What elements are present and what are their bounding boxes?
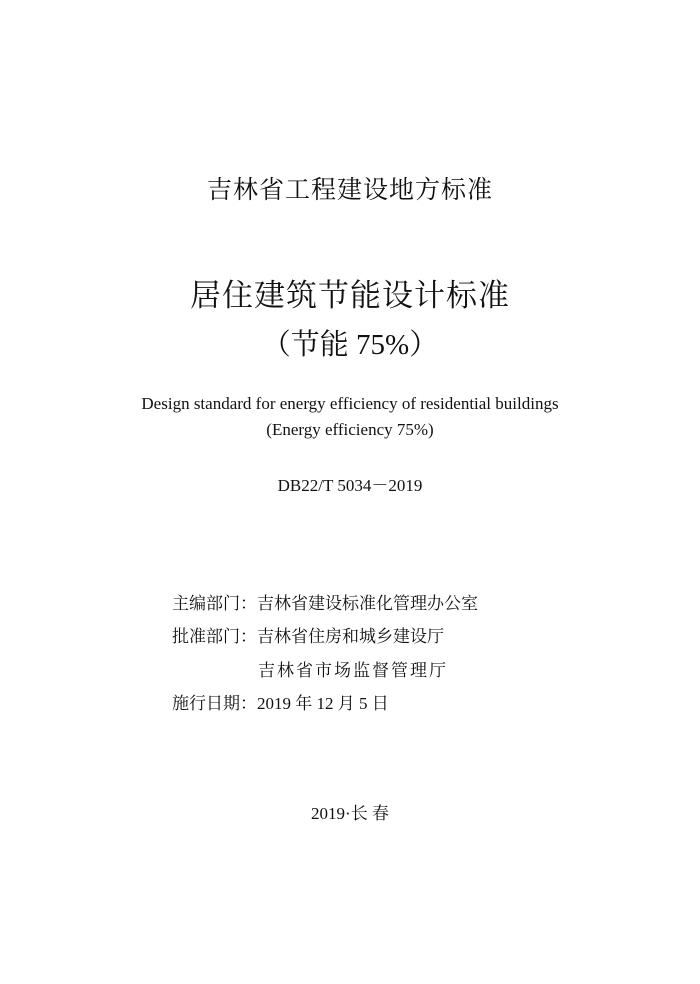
editor-label: 主编部门： — [172, 594, 257, 613]
approver-value-2: 吉林省市场监督管理厅 — [258, 661, 448, 680]
approver-department-2 — [258, 656, 448, 681]
series-title: 吉林省工程建设地方标准 — [206, 175, 493, 204]
publication-footer: 2019·长 春 — [311, 804, 389, 823]
effective-value: 2019 年 12 月 5 日 — [257, 694, 389, 713]
document-title: 居住建筑节能设计标准 — [190, 278, 510, 314]
standard-code: DB22/T 5034－2019 — [277, 476, 423, 495]
approver-department — [172, 622, 444, 647]
subtitle-close-paren: ） — [409, 327, 439, 361]
document-subtitle — [0, 322, 700, 363]
approver-value-1: 吉林省住房和城乡建设厅 — [257, 627, 444, 646]
editor-value: 吉林省建设标准化管理办公室 — [257, 594, 478, 613]
effective-label: 施行日期： — [172, 694, 257, 713]
approver-label: 批准部门： — [172, 627, 257, 646]
subtitle-open-paren: （ — [261, 327, 291, 361]
english-subtitle: (Energy efficiency 75%) — [266, 420, 434, 439]
english-title: Design standard for energy efficiency of residential buildings — [141, 394, 559, 413]
subtitle-text: 节能 75% — [290, 329, 410, 361]
effective-date — [172, 689, 389, 714]
editor-department — [172, 589, 478, 614]
